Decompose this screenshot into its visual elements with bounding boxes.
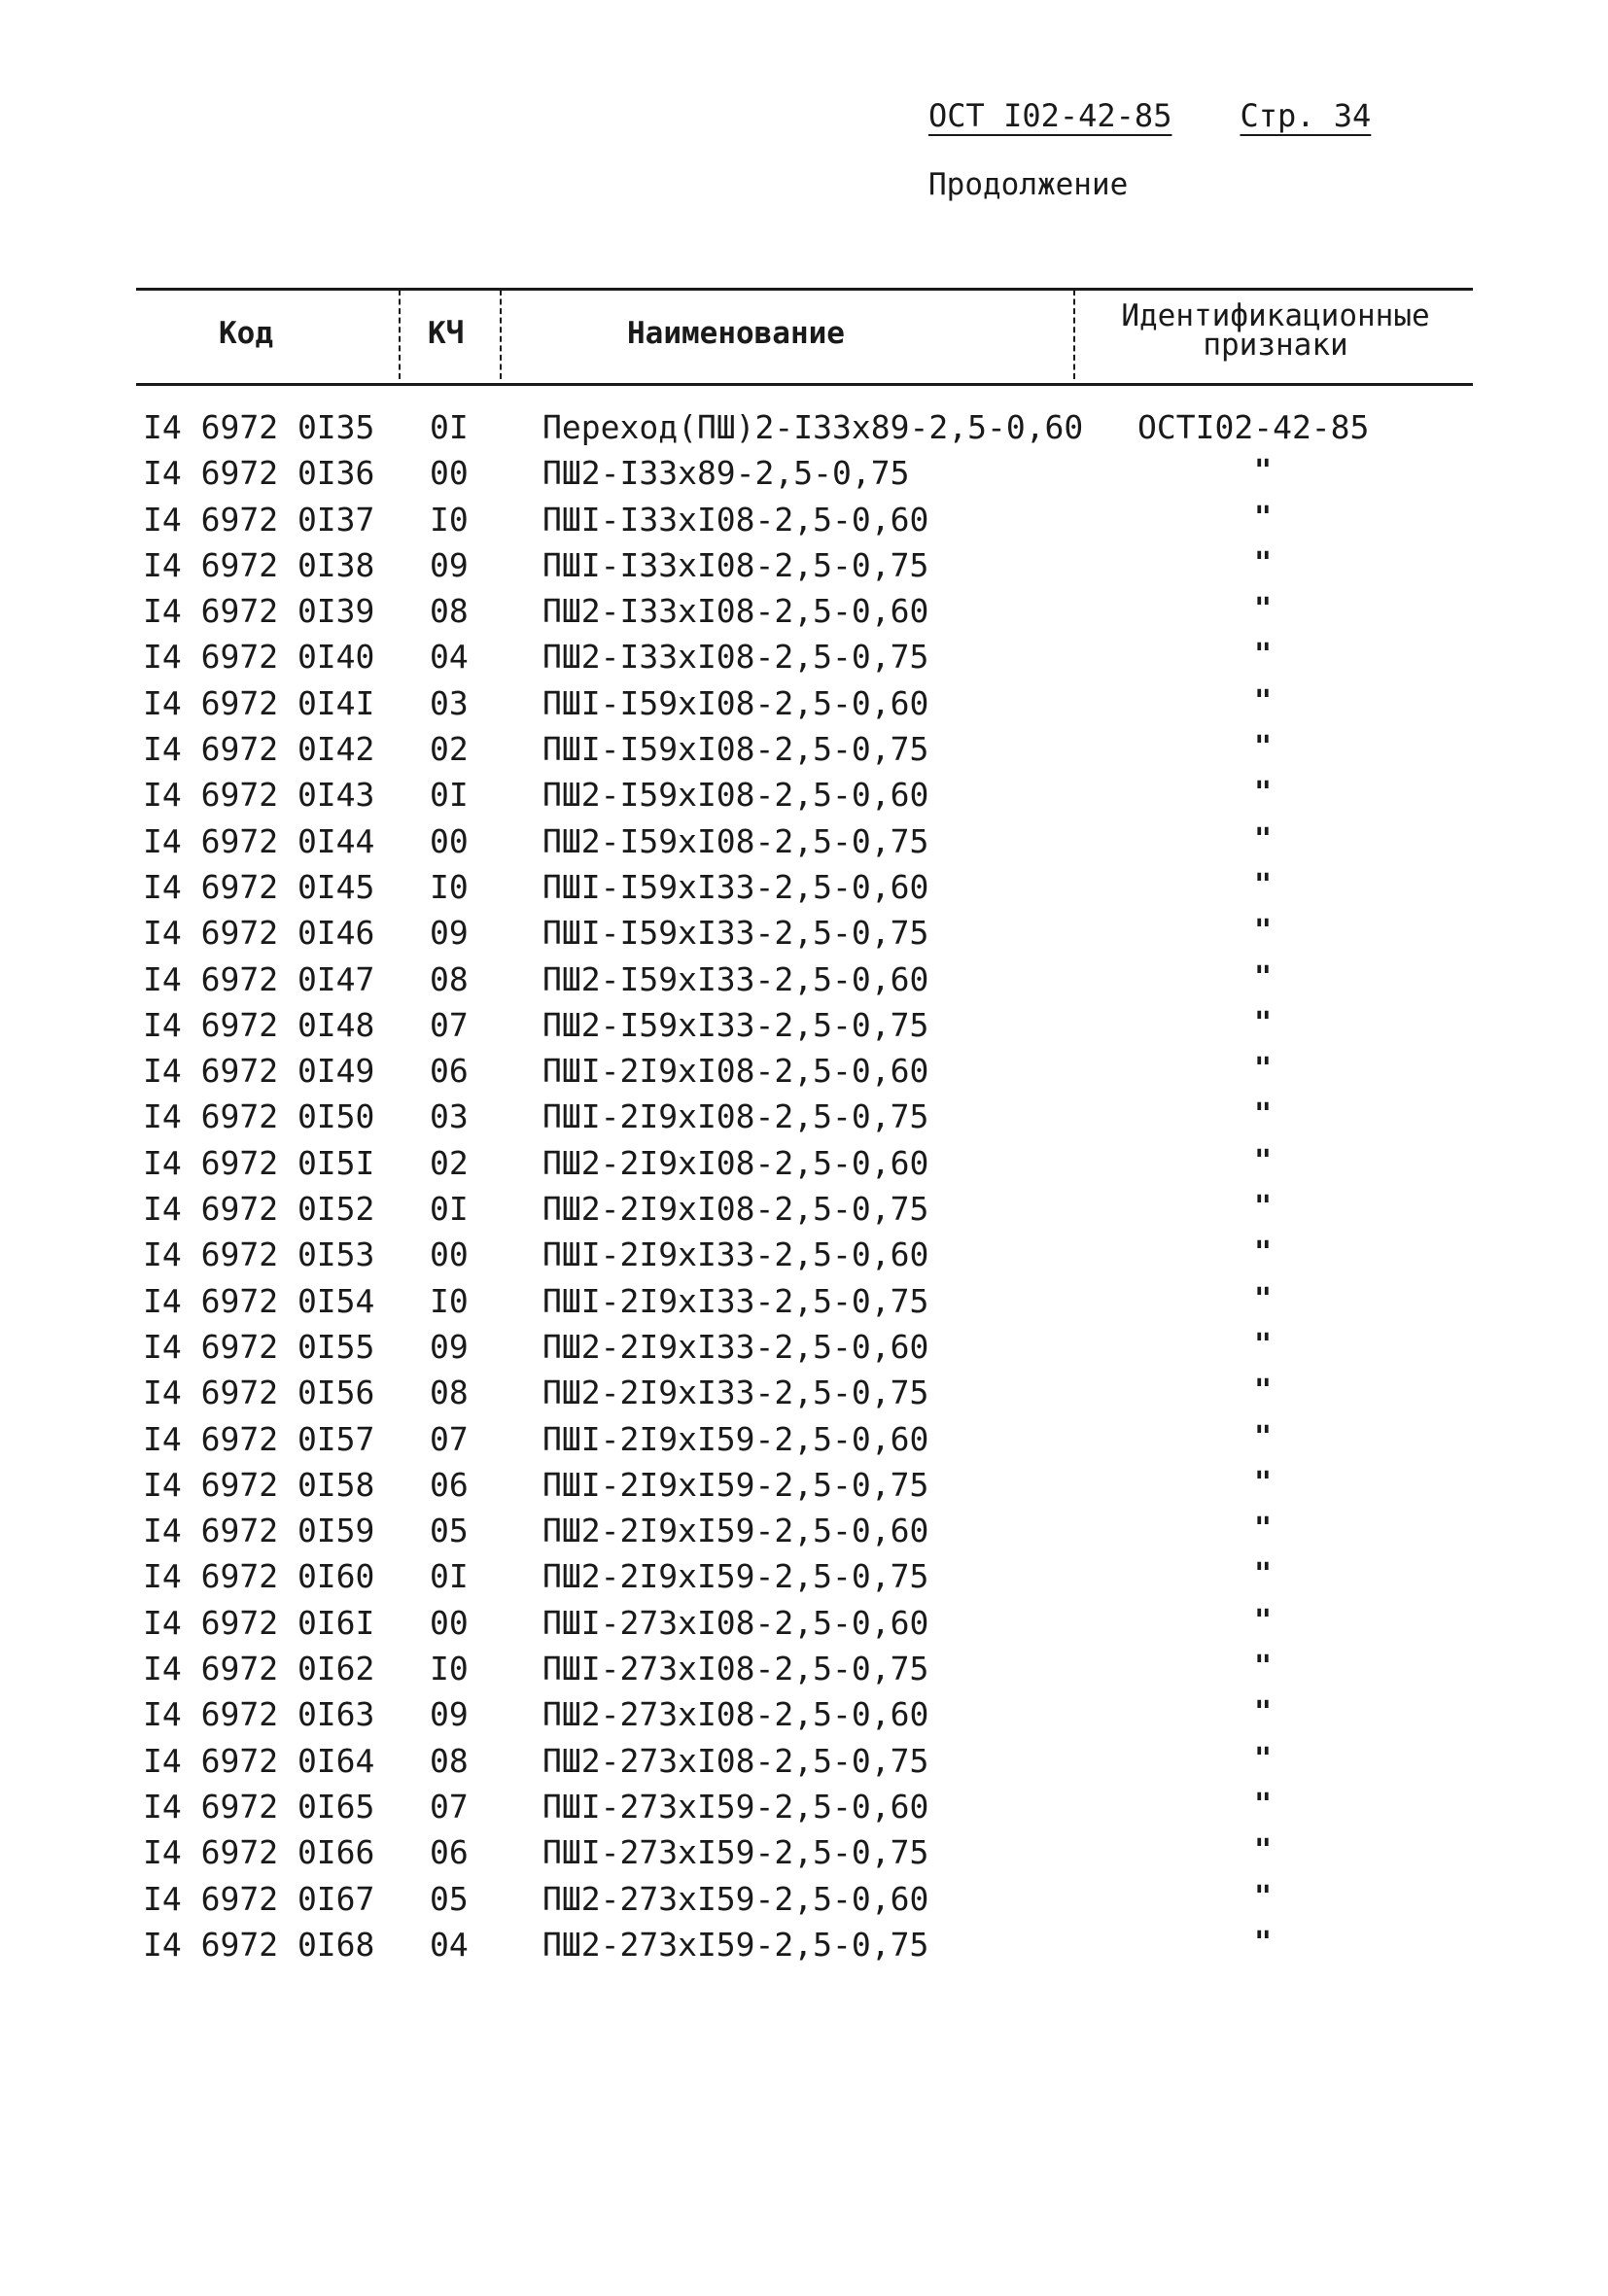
- cell-name: ПШ2-273xI59-2,5-0,60: [542, 1879, 929, 1918]
- cell-kch: 05: [430, 1512, 469, 1550]
- cell-code: I4 6972 0I35: [143, 408, 375, 446]
- cell-code: I4 6972 0I60: [143, 1557, 375, 1596]
- table-row: [0, 730, 1608, 776]
- table-row: [0, 1052, 1608, 1097]
- cell-name: ПШ2-273xI08-2,5-0,75: [542, 1741, 929, 1780]
- cell-ident-ditto: ": [1254, 730, 1273, 765]
- cell-name: ПШ2-2I9xI08-2,5-0,75: [542, 1190, 929, 1229]
- cell-code: I4 6972 0I46: [143, 914, 375, 953]
- cell-kch: 06: [430, 1052, 469, 1091]
- cell-ident-ditto: ": [1254, 1327, 1273, 1362]
- table-row: [0, 1235, 1608, 1281]
- column-header-ident-line2: признаки: [1203, 328, 1348, 363]
- cell-kch: 0I: [430, 408, 469, 446]
- cell-ident-ditto: ": [1254, 867, 1273, 902]
- cell-ident-ditto: ": [1254, 1925, 1273, 1960]
- cell-kch: 09: [430, 914, 469, 953]
- cell-code: I4 6972 0I64: [143, 1741, 375, 1780]
- cell-code: I4 6972 0I6I: [143, 1603, 375, 1642]
- table-row: [0, 1742, 1608, 1788]
- cell-kch: 07: [430, 1787, 469, 1826]
- table-row: [0, 1144, 1608, 1190]
- cell-name: ПШ2-2I9xI33-2,5-0,60: [542, 1327, 929, 1366]
- cell-ident: ОСТI02-42-85: [1137, 408, 1370, 446]
- cell-code: I4 6972 0I68: [143, 1925, 375, 1964]
- continuation-label: Продолжение: [928, 167, 1129, 202]
- table-header-rule: [136, 383, 1473, 386]
- table-row: [0, 1557, 1608, 1603]
- cell-kch: 00: [430, 821, 469, 860]
- cell-ident-ditto: ": [1254, 500, 1273, 535]
- cell-kch: 04: [430, 638, 469, 677]
- cell-kch: 09: [430, 1327, 469, 1366]
- cell-ident-ditto: ": [1254, 1374, 1273, 1409]
- cell-kch: 08: [430, 1374, 469, 1412]
- table-row: [0, 1512, 1608, 1557]
- cell-kch: 00: [430, 454, 469, 493]
- cell-code: I4 6972 0I43: [143, 776, 375, 815]
- cell-ident-ditto: ": [1254, 1143, 1273, 1178]
- cell-code: I4 6972 0I53: [143, 1235, 375, 1274]
- table-row: [0, 638, 1608, 683]
- table-row: [0, 1650, 1608, 1695]
- table-row: [0, 408, 1608, 454]
- cell-kch: 09: [430, 545, 469, 584]
- column-header-ident-line1: Идентификационные: [1121, 298, 1430, 333]
- cell-kch: I0: [430, 1650, 469, 1688]
- cell-kch: 02: [430, 1143, 469, 1182]
- table-row: [0, 960, 1608, 1006]
- cell-code: I4 6972 0I40: [143, 638, 375, 677]
- cell-ident-ditto: ": [1254, 1603, 1273, 1638]
- cell-name: ПШI-2I9xI08-2,5-0,75: [542, 1097, 929, 1136]
- cell-code: I4 6972 0I42: [143, 730, 375, 769]
- cell-name: ПШ2-2I9xI59-2,5-0,60: [542, 1512, 929, 1550]
- table-body: [0, 408, 1608, 1971]
- cell-code: I4 6972 0I54: [143, 1281, 375, 1320]
- page-number: Стр. 34: [1240, 97, 1372, 134]
- cell-name: ПШI-2I9xI08-2,5-0,60: [542, 1052, 929, 1091]
- cell-name: ПШ2-I59xI08-2,5-0,60: [542, 776, 929, 815]
- table-row: [0, 1328, 1608, 1374]
- column-separator: [500, 290, 502, 379]
- cell-code: I4 6972 0I59: [143, 1512, 375, 1550]
- cell-name: ПШI-273xI08-2,5-0,60: [542, 1603, 929, 1642]
- cell-name: ПШI-273xI59-2,5-0,60: [542, 1787, 929, 1826]
- cell-ident-ditto: ": [1254, 638, 1273, 673]
- cell-ident-ditto: ": [1254, 776, 1273, 811]
- cell-kch: 0I: [430, 776, 469, 815]
- cell-kch: 0I: [430, 1190, 469, 1229]
- cell-code: I4 6972 0I47: [143, 959, 375, 998]
- cell-name: ПШ2-I59xI08-2,5-0,75: [542, 821, 929, 860]
- cell-kch: I0: [430, 867, 469, 906]
- cell-code: I4 6972 0I39: [143, 592, 375, 631]
- cell-kch: 08: [430, 1741, 469, 1780]
- column-separator: [399, 290, 401, 379]
- table-row: [0, 546, 1608, 592]
- table-row: [0, 868, 1608, 914]
- cell-ident-ditto: ": [1254, 1419, 1273, 1454]
- cell-name: ПШ2-I33xI08-2,5-0,60: [542, 592, 929, 631]
- cell-name: ПШ2-I59xI33-2,5-0,60: [542, 959, 929, 998]
- cell-ident-ditto: ": [1254, 821, 1273, 856]
- cell-code: I4 6972 0I44: [143, 821, 375, 860]
- table-row: [0, 1880, 1608, 1926]
- cell-ident-ditto: ": [1254, 1557, 1273, 1592]
- cell-kch: I0: [430, 500, 469, 539]
- cell-code: I4 6972 0I5I: [143, 1143, 375, 1182]
- cell-code: I4 6972 0I50: [143, 1097, 375, 1136]
- cell-name: ПШI-2I9xI33-2,5-0,75: [542, 1281, 929, 1320]
- table-row: [0, 454, 1608, 500]
- cell-kch: I0: [430, 1281, 469, 1320]
- cell-ident-ditto: ": [1254, 959, 1273, 994]
- cell-code: I4 6972 0I45: [143, 867, 375, 906]
- cell-ident-ditto: ": [1254, 1190, 1273, 1225]
- cell-kch: 09: [430, 1695, 469, 1734]
- table-row: [0, 1420, 1608, 1466]
- cell-name: ПШI-I33xI08-2,5-0,75: [542, 545, 929, 584]
- cell-name: ПШI-273xI59-2,5-0,75: [542, 1833, 929, 1872]
- cell-name: ПШ2-2I9xI33-2,5-0,75: [542, 1374, 929, 1412]
- column-separator: [1073, 290, 1075, 379]
- cell-code: I4 6972 0I4I: [143, 683, 375, 722]
- table-row: [0, 1833, 1608, 1879]
- cell-code: I4 6972 0I49: [143, 1052, 375, 1091]
- cell-name: ПШI-I59xI08-2,5-0,60: [542, 683, 929, 722]
- cell-ident-ditto: ": [1254, 1281, 1273, 1316]
- cell-ident-ditto: ": [1254, 1235, 1273, 1270]
- cell-ident-ditto: ": [1254, 1650, 1273, 1685]
- cell-kch: 03: [430, 683, 469, 722]
- cell-ident-ditto: ": [1254, 1512, 1273, 1547]
- cell-name: ПШI-273xI08-2,5-0,75: [542, 1650, 929, 1688]
- cell-ident-ditto: ": [1254, 1097, 1273, 1132]
- cell-ident-ditto: ": [1254, 1052, 1273, 1087]
- cell-kch: 08: [430, 592, 469, 631]
- cell-code: I4 6972 0I67: [143, 1879, 375, 1918]
- cell-ident-ditto: ": [1254, 1833, 1273, 1868]
- table-row: [0, 684, 1608, 730]
- cell-ident-ditto: ": [1254, 1879, 1273, 1914]
- cell-name: ПШ2-2I9xI08-2,5-0,60: [542, 1143, 929, 1182]
- cell-kch: 03: [430, 1097, 469, 1136]
- cell-ident-ditto: ": [1254, 592, 1273, 627]
- column-header-ident: [1101, 298, 1451, 363]
- cell-kch: 07: [430, 1005, 469, 1044]
- cell-kch: 0I: [430, 1557, 469, 1596]
- cell-name: ПШI-I33xI08-2,5-0,60: [542, 500, 929, 539]
- cell-kch: 08: [430, 959, 469, 998]
- cell-code: I4 6972 0I63: [143, 1695, 375, 1734]
- cell-code: I4 6972 0I48: [143, 1005, 375, 1044]
- table-row: [0, 1466, 1608, 1512]
- cell-ident-ditto: ": [1254, 454, 1273, 489]
- table-row: [0, 914, 1608, 959]
- cell-ident-ditto: ": [1254, 683, 1273, 718]
- table-top-rule: [136, 288, 1473, 291]
- cell-ident-ditto: ": [1254, 914, 1273, 949]
- cell-code: I4 6972 0I65: [143, 1787, 375, 1826]
- cell-kch: 07: [430, 1419, 469, 1458]
- cell-name: ПШI-2I9xI59-2,5-0,60: [542, 1419, 929, 1458]
- cell-name: ПШ2-I33x89-2,5-0,75: [542, 454, 910, 493]
- cell-code: I4 6972 0I56: [143, 1374, 375, 1412]
- cell-code: I4 6972 0I38: [143, 545, 375, 584]
- cell-kch: 06: [430, 1465, 469, 1504]
- cell-code: I4 6972 0I52: [143, 1190, 375, 1229]
- cell-kch: 06: [430, 1833, 469, 1872]
- cell-code: I4 6972 0I37: [143, 500, 375, 539]
- cell-code: I4 6972 0I66: [143, 1833, 375, 1872]
- cell-ident-ditto: ": [1254, 1465, 1273, 1500]
- cell-ident-ditto: ": [1254, 1695, 1273, 1730]
- cell-name: ПШ2-I59xI33-2,5-0,75: [542, 1005, 929, 1044]
- cell-name: ПШI-I59xI08-2,5-0,75: [542, 730, 929, 769]
- cell-kch: 04: [430, 1925, 469, 1964]
- cell-kch: 05: [430, 1879, 469, 1918]
- table-row: [0, 1926, 1608, 1971]
- cell-code: I4 6972 0I62: [143, 1650, 375, 1688]
- cell-ident-ditto: ": [1254, 545, 1273, 580]
- table-row: [0, 822, 1608, 868]
- table-row: [0, 592, 1608, 638]
- cell-ident-ditto: ": [1254, 1741, 1273, 1776]
- table-row: [0, 1006, 1608, 1052]
- table-row: [0, 776, 1608, 821]
- standard-number: ОСТ I02-42-85: [928, 97, 1172, 134]
- cell-code: I4 6972 0I36: [143, 454, 375, 493]
- column-header-kch: КЧ: [428, 316, 465, 351]
- table-row: [0, 501, 1608, 546]
- column-header-code: Код: [219, 316, 273, 351]
- table-row: [0, 1190, 1608, 1235]
- cell-name: ПШ2-273xI08-2,5-0,60: [542, 1695, 929, 1734]
- cell-name: ПШ2-I33xI08-2,5-0,75: [542, 638, 929, 677]
- cell-name: Переход(ПШ)2-I33x89-2,5-0,60: [542, 408, 1084, 446]
- cell-name: ПШI-I59xI33-2,5-0,75: [542, 914, 929, 953]
- page-header: [928, 97, 1371, 134]
- cell-ident-ditto: ": [1254, 1005, 1273, 1040]
- column-header-name: Наименование: [627, 316, 845, 351]
- cell-name: ПШ2-2I9xI59-2,5-0,75: [542, 1557, 929, 1596]
- cell-kch: 00: [430, 1603, 469, 1642]
- cell-code: I4 6972 0I58: [143, 1465, 375, 1504]
- cell-code: I4 6972 0I57: [143, 1419, 375, 1458]
- cell-name: ПШI-I59xI33-2,5-0,60: [542, 867, 929, 906]
- cell-name: ПШ2-273xI59-2,5-0,75: [542, 1925, 929, 1964]
- cell-ident-ditto: ": [1254, 1787, 1273, 1822]
- cell-kch: 00: [430, 1235, 469, 1274]
- table-row: [0, 1282, 1608, 1328]
- cell-name: ПШI-2I9xI59-2,5-0,75: [542, 1465, 929, 1504]
- table-row: [0, 1604, 1608, 1650]
- table-row: [0, 1788, 1608, 1833]
- table-row: [0, 1695, 1608, 1741]
- cell-code: I4 6972 0I55: [143, 1327, 375, 1366]
- table-row: [0, 1374, 1608, 1419]
- cell-kch: 02: [430, 730, 469, 769]
- table-row: [0, 1097, 1608, 1143]
- cell-name: ПШI-2I9xI33-2,5-0,60: [542, 1235, 929, 1274]
